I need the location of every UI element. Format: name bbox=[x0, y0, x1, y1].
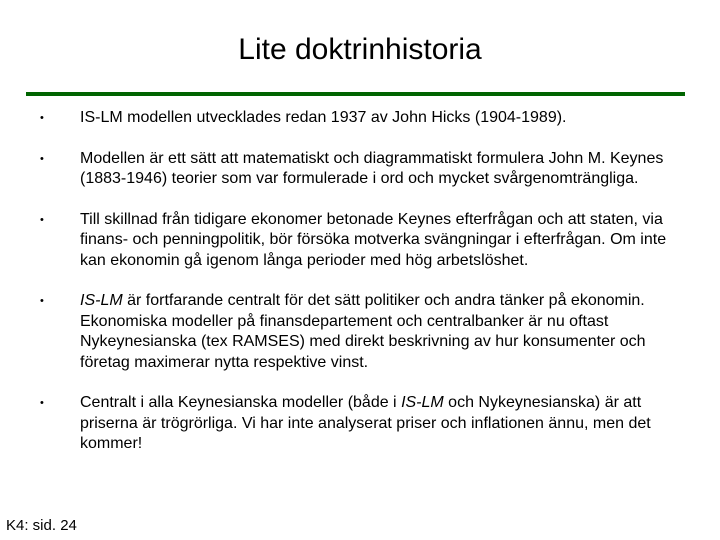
bullet-text bbox=[80, 292, 646, 371]
bullet-text-post: och Nykeynesianska) är att priserna är trögrörliga. Vi har inte analyserat priser och inflationen ännu, men det kommer! bbox=[80, 394, 651, 452]
bullet-text-rest: är fortfarande centralt för det sätt politiker och andra tänker på ekonomin. Ekonomiska modeller på finansdepartement och centralbanker är nu oftast Nykeynesianska (tex RAMSES) med direkt beskrivning av hur konsumenter och företag maximerar nytta respektive vinst. bbox=[80, 292, 646, 371]
bullet-text: IS-LM modellen utvecklades redan 1937 av John Hicks (1904-1989). bbox=[80, 109, 567, 126]
bullet-text bbox=[80, 394, 651, 452]
bullet-italic-term: IS-LM bbox=[401, 394, 444, 411]
bullet-text: Modellen är ett sätt att matematiskt och diagrammatiskt formulera John M. Keynes (1883-1946) teorier som var formulerade i ord och mycket svårgenomträngliga. bbox=[80, 149, 664, 187]
bullet-item bbox=[0, 210, 720, 272]
bullet-text: Till skillnad från tidigare ekonomer betonade Keynes efterfrågan och att staten, via finans- och penningpolitik, bör försöka motverka svängningar i efterfrågan. Om inte kan ekonomin gå igenom långa perioder med hög arbetslöshet. bbox=[80, 210, 667, 269]
bullet-item bbox=[0, 291, 720, 373]
bullet-item bbox=[0, 149, 720, 190]
bullet-dot-icon: • bbox=[40, 152, 44, 165]
bullet-dot-icon: • bbox=[40, 213, 44, 226]
bullet-item bbox=[0, 393, 720, 455]
bullet-text-pre: Centralt i alla Keynesianska modeller (både i bbox=[80, 394, 402, 411]
title-divider bbox=[26, 92, 685, 96]
bullet-item bbox=[0, 108, 720, 129]
page-reference: K4: sid. 24 bbox=[6, 517, 77, 534]
bullet-list bbox=[0, 108, 720, 475]
bullet-dot-icon: • bbox=[40, 112, 44, 124]
slide-title: Lite doktrinhistoria bbox=[238, 33, 482, 66]
bullet-dot-icon: • bbox=[40, 295, 44, 307]
bullet-dot-icon: • bbox=[40, 397, 44, 409]
bullet-italic-term: IS-LM bbox=[80, 292, 123, 309]
